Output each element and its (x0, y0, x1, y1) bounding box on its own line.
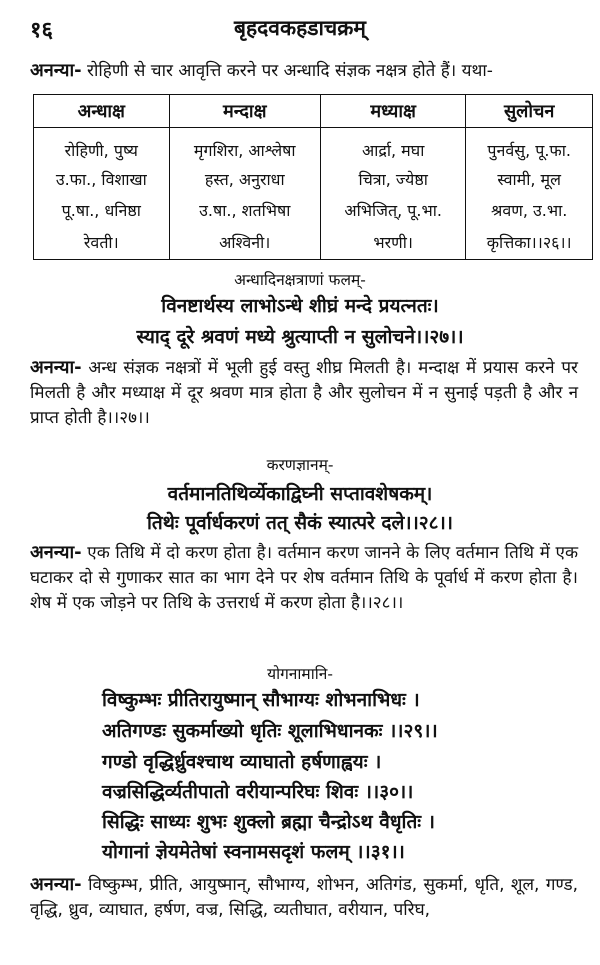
table-cell: रेवती। (34, 226, 170, 260)
page-header (30, 8, 570, 44)
table-cell: मृगशिरा, आश्लेषा (169, 128, 320, 164)
verse-line: अतिगण्डः सुकर्माख्यो धृतिः शूलाभिधानकः ।।२९।। (102, 720, 438, 742)
table-cell: उ.फा., विशाखा (34, 164, 170, 195)
table-cell: भरणी। (320, 226, 465, 260)
table-cell: आर्द्रा, मघा (320, 128, 465, 164)
table-row (34, 195, 593, 226)
verse-line: योगानां ज्ञेयमेतेषां स्वनामसदृशं फलम् ।।३१।। (102, 841, 405, 863)
table-header-row (34, 95, 593, 128)
commentary-paragraph (30, 540, 578, 616)
column-header-sulochan: सुलोचन (466, 95, 593, 128)
commentary-label: अनन्या- (30, 60, 82, 81)
table-row (34, 226, 593, 260)
verse-line: तिथेः पूर्वार्धकरणं तत् सैकं स्यात्परे दले।।२८।। (147, 512, 453, 534)
column-header-madhyaksha: मध्याक्ष (320, 95, 465, 128)
intro-paragraph (30, 58, 578, 84)
table-row (34, 128, 593, 164)
section-heading-yoga-namani: योगनामानि- (267, 665, 333, 683)
table-cell: स्वामी, मूल (466, 164, 593, 195)
table-cell: श्रवण, उ.भा. (466, 195, 593, 226)
table-cell: उ.षा., शतभिषा (169, 195, 320, 226)
nakshatra-table (33, 94, 593, 260)
table-cell: पू.षा., धनिष्ठा (34, 195, 170, 226)
commentary-label: अनन्या- (30, 357, 82, 378)
intro-text: रोहिणी से चार आवृत्ति करने पर अन्धादि संज्ञक नक्षत्र होते हैं। यथा- (81, 61, 493, 81)
verse-line: विष्कुम्भः प्रीतिरायुष्मान् सौभाग्यः शोभनाभिधः । (102, 689, 420, 711)
commentary-label: अनन्या- (30, 542, 82, 563)
table-cell: चित्रा, ज्येष्ठा (320, 164, 465, 195)
commentary-paragraph (30, 355, 578, 431)
commentary-label: अनन्या- (30, 874, 82, 895)
table-cell: रोहिणी, पुष्य (34, 128, 170, 164)
commentary-text: एक तिथि में दो करण होता है। वर्तमान करण जानने के लिए वर्तमान तिथि में एक घटाकर दो से गुणाकर सात का भाग देने पर शेष वर्तमान तिथि के पूर्वार्ध में करण होता है। शेष में एक जोड़ने पर तिथि के उत्तरार्ध में करण होता है।।२८।। (30, 543, 578, 613)
table-row (34, 164, 593, 195)
commentary-text: अन्ध संज्ञक नक्षत्रों में भूली हुई वस्तु शीघ्र मिलती है। मन्दाक्ष में प्रयास करने पर मिलती है और मध्याक्ष में दूर श्रवण मात्र होता है और सुलोचन में न सुनाई पड़ती है और न प्राप्त होती है।।२७।। (30, 358, 578, 428)
commentary-paragraph (30, 872, 578, 923)
table-cell: अश्विनी। (169, 226, 320, 260)
verse-line: वर्तमानतिथिर्व्येकाद्विघ्नी सप्तावशेषकम्। (167, 483, 433, 505)
table-cell: हस्त, अनुराधा (169, 164, 320, 195)
verse-line: गण्डो वृद्धिर्ध्रुवश्चाथ व्याघातो हर्षणाह्वयः । (102, 751, 382, 773)
column-header-mandaksha: मन्दाक्ष (169, 95, 320, 128)
column-header-andhaksha: अन्धाक्ष (34, 95, 170, 128)
verse-line: स्याद् दूरे श्रवणं मध्ये श्रुत्याप्ती न सुलोचने।।२७।। (136, 326, 464, 348)
book-title: बृहदवकहडाचक्रम् (234, 16, 366, 40)
commentary-text: विष्कुम्भ, प्रीति, आयुष्मान्, सौभाग्य, शोभन, अतिगंड, सुकर्मा, धृति, शूल, गण्ड, वृद्धि, ध्रुव, व्याघात, हर्षण, वज्र, सिद्धि, व्यतीघात, वरीयान, परिघ, (30, 875, 578, 920)
table-cell: कृत्तिका।।२६।। (466, 226, 593, 260)
table-cell: पुनर्वसु, पू.फा. (466, 128, 593, 164)
section-heading-karana-gyanam: करणज्ञानम्- (266, 456, 334, 474)
page-number: १६ (30, 18, 53, 43)
verse-line: सिद्धिः साध्यः शुभः शुक्लो ब्रह्मा चैन्द्रोऽथ वैधृतिः । (102, 811, 435, 833)
section-heading-andhadi-phalam: अन्धादिनक्षत्राणां फलम्- (234, 271, 366, 289)
verse-line: विनष्टार्थस्य लाभोऽन्धे शीघ्रं मन्दे प्रयत्नतः। (161, 295, 439, 317)
verse-line: वज्रसिद्धिर्व्यतीपातो वरीयान्परिघः शिवः ।।३०।। (102, 781, 414, 803)
table-cell: अभिजित्, पू.भा. (320, 195, 465, 226)
